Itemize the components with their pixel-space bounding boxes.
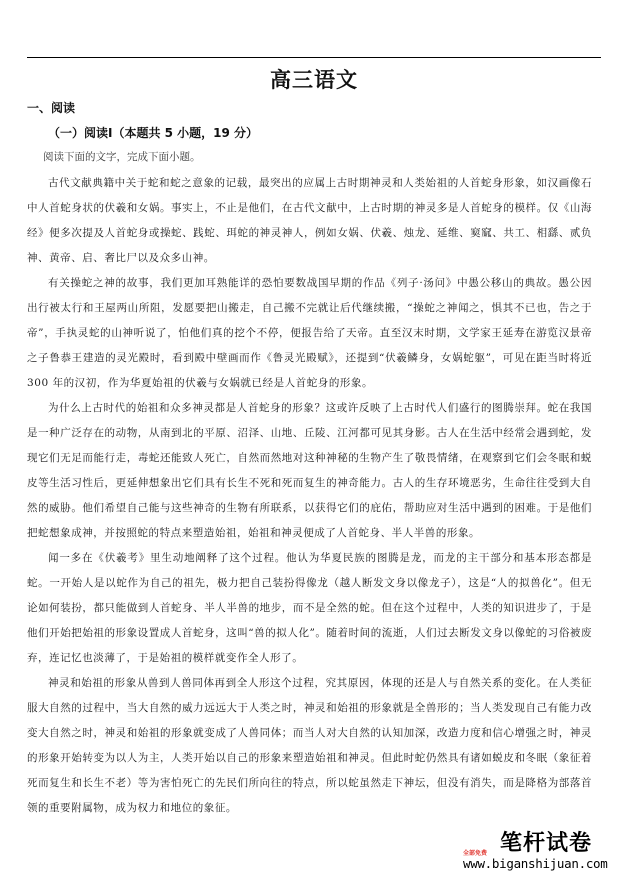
- paragraph: 闻一多在《伏羲考》里生动地阐释了这个过程。他认为华夏民族的图腾是龙，而龙的主干部分和基本形态都是蛇。一开始人是以蛇作为自己的祖先，极力把自己装扮得像龙（越人断发文身以像龙子），这是“人的拟兽化”。但无论如何装扮，都只能做到人首蛇身、半人半兽的地步，而不是全然的蛇。但在这个过程中，人类的知识进步了，于是他们开始把始祖的形象设置成人首蛇身，这叫“兽的拟人化”。随着时间的流逝，人们过去断发文身以像蛇的习俗被废弃，连记忆也淡薄了，于是始祖的模样就变作全人形了。: [27, 552, 592, 664]
- watermark-name: 笔杆试卷: [500, 831, 593, 856]
- document-title: 高三语文: [270, 68, 358, 92]
- section-heading: 一、阅读: [27, 101, 76, 115]
- paragraph: 为什么上古时代的始祖和众多神灵都是人首蛇身的形象？这或许反映了上古时代人们盛行的图腾崇拜。蛇在我国是一种广泛存在的动物，从南到北的平原、沼泽、山地、丘陵、江河都可见其身影。古人在生活中经常会遇到蛇，发现它们无足而能行走，毒蛇还能致人死亡，自然而然地对这种神秘的生物产生了敬畏情绪，在观察到它们会冬眠和蜕皮等生活习性后，更延伸想象出它们具有长生不死和死而复生的神奇能力。古人的生存环境恶劣，生命往往受到大自然的威胁。他们希望自己能与这些神奇的生物有所联系，以获得它们的庇佑，帮助应对生活中遇到的困难。于是他们把蛇想象成神，并按照蛇的特点来塑造始祖，始祖和神灵便成了人首蛇身、半人半兽的形象。: [27, 402, 592, 539]
- passage-body: [27, 171, 592, 821]
- watermark-url: www.biganshijuan.com: [463, 856, 608, 871]
- header-rule: [27, 57, 601, 58]
- instruction-text: 阅读下面的文字，完成下面小题。: [43, 151, 201, 163]
- paragraph: 神灵和始祖的形象从兽到人兽同体再到全人形这个过程，究其原因，体现的还是人与自然关系的变化。在人类征服大自然的过程中，当大自然的威力远远大于人类之时，神灵和始祖的形象就是全兽形的；当人类发现自己有能力改变大自然之时，神灵和始祖的形象就变成了人兽同体；而当人对大自然的认知加深，改造力度和信心增强之时，神灵的形象开始转变为以人为主，人类开始以自己的形象来塑造始祖和神灵。但此时蛇仍然具有诸如蜕皮和冬眠（象征着死而复生和长生不老）等为害怕死亡的先民们所向往的特点，所以蛇虽然走下神坛，但没有消失，而是降格为部落首领的重要附属物，成为权力和地位的象征。: [27, 677, 592, 814]
- paragraph: 有关操蛇之神的故事，我们更加耳熟能详的恐怕要数战国早期的作品《列子·汤问》中愚公移山的典故。愚公因出行被太行和王屋两山所阻，发愿要把山搬走，自己搬不完就让后代继续搬，“操蛇之神闻之，惧其不已也，告之于帝”，手执灵蛇的山神听说了，怕他们真的挖个不停，便报告给了天帝。直至汉末时期，文学家王延寿在游览汉景帝之子鲁恭王建造的灵光殿时，看到殿中壁画而作《鲁灵光殿赋》，还提到“伏羲鳞身，女娲蛇躯”，可见在距当时将近 300 年的汉初，作为华夏始祖的伏羲与女娲就已经是人首蛇身的形象。: [27, 277, 592, 389]
- watermark-badge: 全部免费: [463, 850, 488, 857]
- subsection-heading: （一）阅读Ⅰ（本题共 5 小题，19 分）: [48, 126, 259, 140]
- watermark-logo: [455, 826, 625, 876]
- paragraph: 古代文献典籍中关于蛇和蛇之意象的记载，最突出的应属上古时期神灵和人类始祖的人首蛇身形象，如汉画像石中人首蛇身状的伏羲和女娲。事实上，不止是他们，在古代文献中，上古时期的神灵多是人首蛇身的模样。仅《山海经》便多次提及人首蛇身或操蛇、践蛇、珥蛇的神灵神人，例如女娲、伏羲、烛龙、延维、窫窳、共工、相繇、贰负神、黄帝、启、奢比尸以及众多山神。: [27, 177, 592, 264]
